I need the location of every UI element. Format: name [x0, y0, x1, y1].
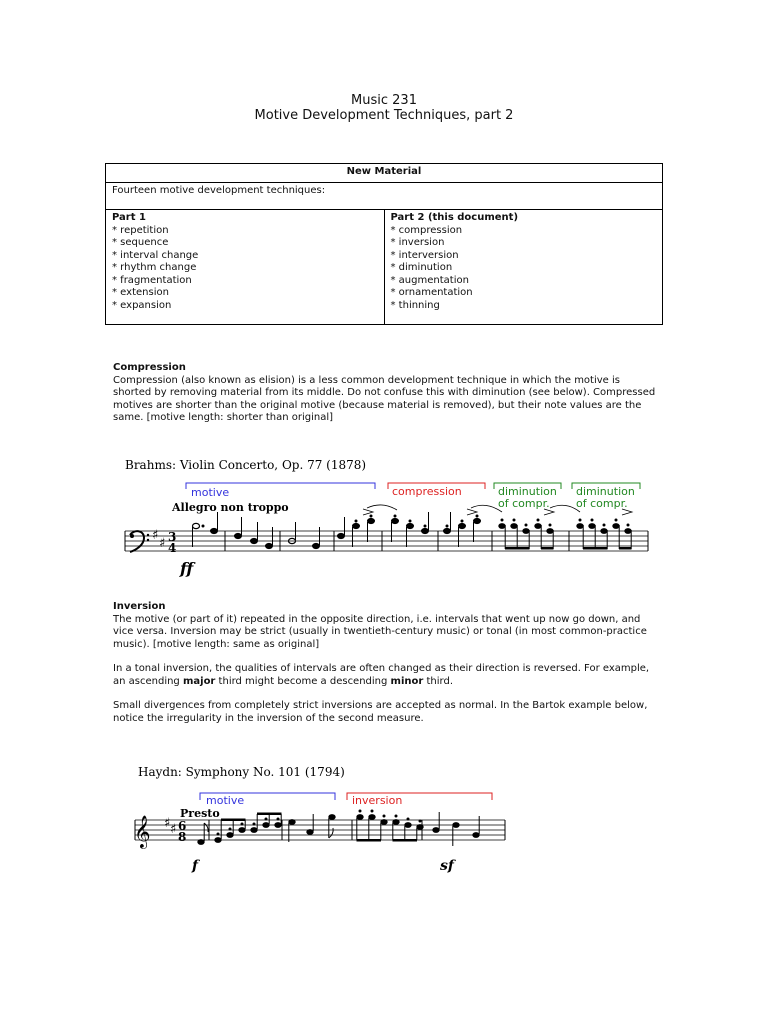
sharp-icon: ♯ [159, 536, 166, 551]
part2-column [384, 210, 663, 325]
para-text: In a tonal inversion, the qualities of intervals are often changed as their direction is reversed. For example, an ascending [113, 663, 650, 687]
sharp-icon: ♯ [164, 816, 171, 831]
list-item: * expansion [112, 299, 172, 311]
time-sig-top: 6 [178, 819, 187, 833]
list-item: * augmentation [390, 274, 469, 286]
list-item: * ornamentation [390, 287, 473, 298]
diminution-label-2a: diminution [576, 485, 635, 498]
inversion-section [113, 601, 658, 725]
new-material-table [105, 163, 663, 325]
sharp-icon: ♯ [152, 528, 159, 543]
list-item: * extension [112, 287, 169, 298]
part1-column [106, 210, 385, 325]
compression-heading: Compression [113, 362, 186, 373]
compression-label: compression [392, 485, 462, 498]
list-item: * diminution [390, 262, 453, 273]
part2-title: Part 2 (this document) [390, 212, 519, 223]
time-sig-bottom: 4 [168, 541, 177, 555]
page-title: Music 231 [351, 93, 417, 108]
inversion-para-3: Small divergences from completely strict inversions are accepted as normal. In the Bartok example below, notice the irregularity in the inversion of the second measure. [113, 700, 648, 724]
brahms-score [120, 455, 660, 583]
list-item: * rhythm change [112, 262, 197, 273]
diminution-label-2b: of compr. [576, 497, 628, 510]
para-text: third. [423, 675, 454, 687]
dynamic-marking-f: f [192, 858, 199, 874]
motive-label: motive [191, 486, 230, 499]
bold-term: minor [390, 675, 424, 687]
haydn-caption: Haydn: Symphony No. 101 (1794) [138, 765, 345, 779]
compression-section [113, 362, 658, 425]
diminution-label-1a: diminution [498, 485, 557, 498]
list-item: * thinning [390, 299, 440, 311]
bold-term: major [182, 675, 216, 687]
compression-body: Compression (also known as elision) is a less common development technique in which the motive is shorted by removing material from its middle. Do not confuse this with diminution (see below). Compressed motives are shorter than the original motive (because material is removed), but their note values are the same. [motive length: shorter than original] [113, 374, 656, 423]
staff-lines [135, 820, 505, 840]
sharp-icon: ♯ [170, 822, 177, 837]
time-sig-top: 3 [168, 530, 177, 544]
bass-clef-icon [130, 531, 149, 552]
list-item: * repetition [112, 224, 169, 236]
list-item: * sequence [112, 237, 169, 248]
list-item: * compression [390, 224, 463, 236]
list-item: * interversion [390, 249, 459, 261]
haydn-score [120, 760, 520, 880]
inversion-heading: Inversion [113, 601, 166, 612]
treble-clef-icon: 𝄞 [134, 815, 151, 848]
diminution-label-1b: of compr. [498, 497, 550, 510]
table-header: New Material [106, 164, 663, 183]
dynamic-marking-sf: sf [440, 858, 454, 874]
list-item: * inversion [390, 237, 445, 248]
inversion-label: inversion [352, 794, 403, 807]
list-item: * interval change [112, 249, 199, 261]
page-subtitle: Motive Development Techniques, part 2 [254, 108, 514, 123]
tempo-marking: Presto [180, 807, 220, 820]
para-text: third might become a descending [215, 675, 391, 687]
inversion-para-2 [113, 663, 658, 688]
dynamic-marking: ff [180, 559, 194, 578]
inversion-para-1: The motive (or part of it) repeated in the opposite direction, i.e. intervals that went up now go down, and vice versa. Inversion may be strict (usually in twentieth-century music) or tonal (in most common-practice music). [motive length: same as original] [113, 613, 647, 650]
brahms-caption: Brahms: Violin Concerto, Op. 77 (1878) [125, 458, 367, 472]
tempo-marking: Allegro non troppo [172, 501, 289, 514]
part1-title: Part 1 [112, 212, 146, 223]
staff-lines [125, 531, 648, 551]
motive-label: motive [206, 794, 245, 807]
list-item: * fragmentation [112, 274, 192, 286]
table-intro: Fourteen motive development techniques: [106, 183, 663, 210]
haydn-notes [198, 810, 479, 846]
time-sig-bottom: 8 [178, 830, 187, 844]
